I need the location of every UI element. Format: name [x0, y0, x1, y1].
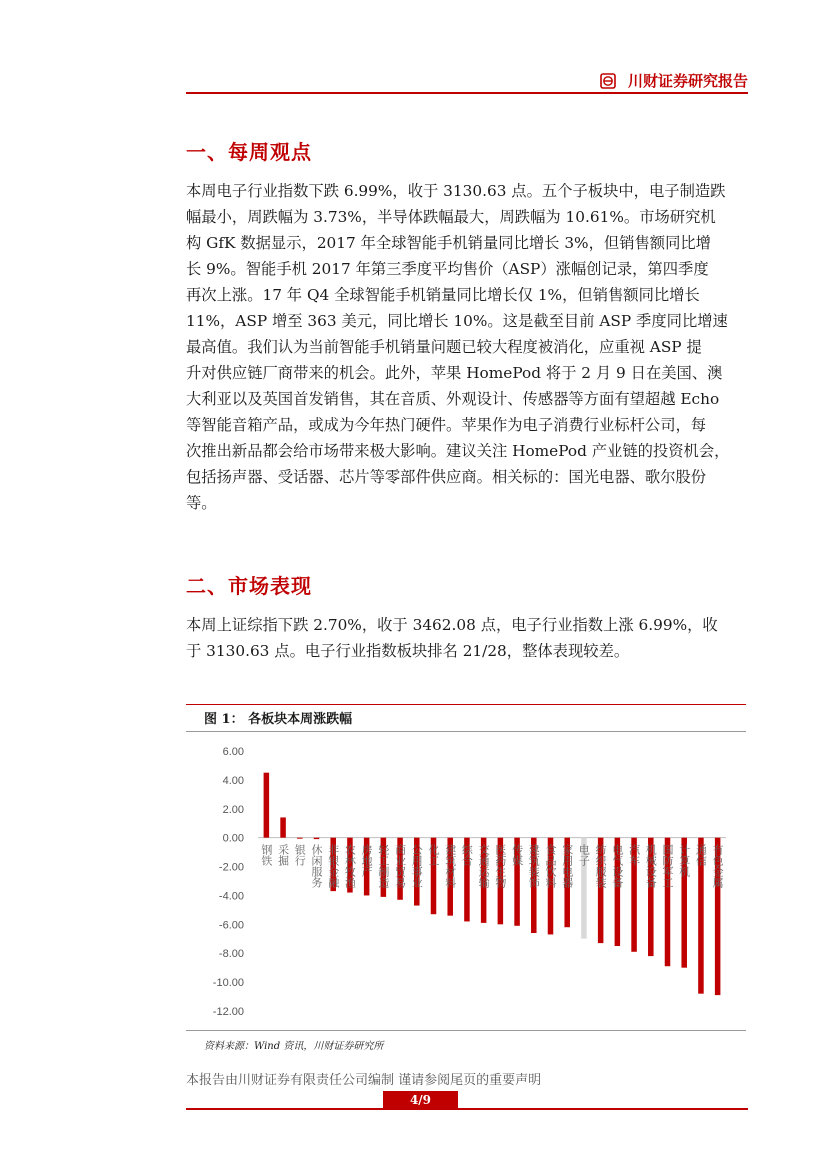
page-header [186, 58, 748, 92]
y-tick-label: -2.00 [218, 861, 244, 874]
weekly-view-line: 构 GfK 数据显示，2017 年全球智能手机销量同比增长 3%，但销售额同比增 [186, 234, 711, 252]
category-label: 银行 [293, 843, 307, 866]
weekly-view-line: 等。 [186, 494, 217, 512]
category-label: 综合 [460, 843, 474, 866]
category-label: 机械设备 [644, 843, 658, 888]
market-performance-paragraph [186, 612, 752, 664]
weekly-view-line: 幅最小，周跌幅为 3.73%，半导体跌幅最大，周跌幅为 10.61%。市场研究机 [186, 208, 716, 226]
page-number: 4/9 [383, 1091, 458, 1109]
weekly-view-line: 长 9%。智能手机 2017 年第三季度平均售价（ASP）涨幅创记录，第四季度 [186, 260, 709, 278]
weekly-view-line: 本周电子行业指数下跌 6.99%，收于 3130.63 点。五个子板块中，电子制造跌 [186, 182, 726, 200]
figure-bottom-rule [186, 1030, 746, 1031]
figure-top-rule [186, 704, 746, 705]
figure-source: 资料来源：Wind 资讯，川财证券研究所 [204, 1041, 384, 1052]
brand-name: 川财证券研究报告 [627, 72, 748, 90]
category-label: 家用电器 [560, 843, 574, 888]
category-label: 纺织服装 [594, 843, 608, 888]
weekly-view-line: 11%，ASP 增至 363 美元，同比增长 10%。这是截至目前 ASP 季度同比增速 [186, 312, 728, 330]
category-label: 钢铁 [259, 843, 273, 866]
weekly-view-line: 包括扬声器、受话器、芯片等零部件供应商。相关标的：国光电器、歌尔股份 [186, 468, 707, 486]
weekly-view-line: 等智能音箱产品，或成为今年热门硬件。苹果作为电子消费行业标杆公司，每 [186, 416, 707, 434]
weekly-view-paragraph [186, 178, 752, 516]
market-performance-line: 本周上证综指下跌 2.70%，收于 3462.08 点，电子行业指数上涨 6.99%，收 [186, 616, 718, 634]
category-label: 计算机 [677, 843, 691, 877]
market-performance-line: 于 3130.63 点。电子行业指数板块排名 21/28，整体表现较差。 [186, 642, 630, 660]
brand-logo-icon [600, 73, 616, 89]
y-tick-label: 0.00 [222, 832, 244, 845]
y-tick-label: -12.00 [212, 1006, 244, 1018]
category-label: 建筑材料 [443, 843, 457, 888]
category-label: 轻工制造 [376, 843, 390, 888]
category-label: 非银金融 [326, 843, 340, 888]
category-label: 食品饮料 [544, 843, 557, 888]
y-tick-label: -4.00 [218, 890, 244, 903]
y-tick-label: -6.00 [218, 919, 244, 932]
section-title-weekly-view: 一、每周观点 [186, 140, 312, 164]
category-label: 有色金属 [711, 843, 725, 888]
category-label: 采掘 [276, 843, 290, 866]
category-label: 商业贸易 [393, 843, 407, 888]
figure-sector-performance [186, 704, 746, 1052]
bar [314, 838, 320, 839]
category-label: 汽车 [627, 843, 641, 866]
weekly-view-line: 升对供应链厂商带来的机会。此外，苹果 HomePod 将于 2 月 9 日在美国、澳 [186, 364, 723, 382]
footer-rule [186, 1108, 748, 1110]
category-label: 电气设备 [610, 843, 624, 888]
category-label: 传媒 [510, 843, 524, 866]
y-tick-label: 4.00 [222, 774, 244, 787]
category-label: 交通运输 [477, 843, 491, 888]
bar [264, 773, 270, 838]
y-tick-label: 2.00 [222, 803, 244, 816]
weekly-view-line: 大利亚以及英国首发销售，其在音质、外观设计、传感器等方面有望超越 Echo [186, 390, 720, 408]
weekly-view-line: 最高值。我们认为当前智能手机销量问题已较大程度被消化，应重视 ASP 提 [186, 338, 702, 356]
bar [280, 817, 286, 837]
category-label: 医药生物 [493, 843, 507, 888]
section-title-market-performance: 二、市场表现 [186, 574, 312, 598]
category-label: 通信 [694, 843, 708, 866]
category-label: 电子 [577, 843, 591, 866]
bar [297, 838, 303, 839]
y-tick-label: 6.00 [222, 746, 244, 758]
header-rule [186, 92, 748, 94]
category-label: 房地产 [360, 843, 374, 877]
y-tick-label: -10.00 [212, 977, 244, 990]
category-label: 国防军工 [661, 843, 674, 888]
y-tick-label: -8.00 [218, 948, 244, 961]
sector-bar-chart [186, 732, 746, 1030]
category-label: 建筑装饰 [527, 843, 541, 888]
category-label: 农林牧渔 [343, 843, 357, 888]
footer-disclaimer: 本报告由川财证券有限责任公司编制 谨请参阅尾页的重要声明 [186, 1073, 542, 1088]
category-label: 公用事业 [410, 843, 424, 888]
brand [600, 70, 748, 91]
weekly-view-line: 再次上涨。17 年 Q4 全球智能手机销量同比增长仅 1%，但销售额同比增长 [186, 286, 700, 304]
figure-title: 图 1： 各板块本周涨跌幅 [204, 712, 353, 727]
weekly-view-line: 次推出新品都会给市场带来极大影响。建议关注 HomePod 产业链的投资机会， [186, 442, 730, 460]
category-label: 化工 [427, 843, 440, 866]
category-label: 休闲服务 [310, 843, 323, 888]
